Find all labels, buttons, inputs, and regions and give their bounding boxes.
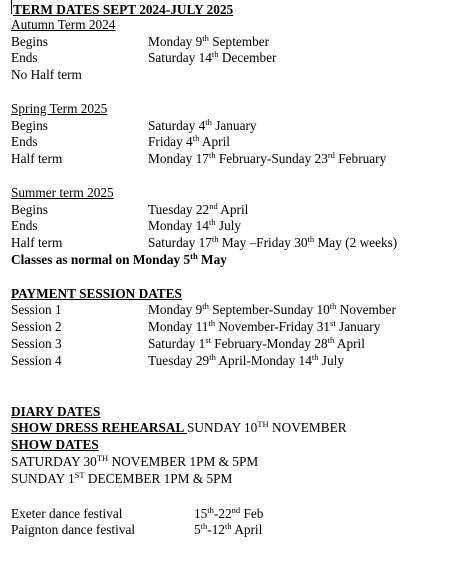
festival-dates: 5th-12th April <box>194 521 263 538</box>
autumn-heading-row <box>11 17 461 34</box>
session-dates: Monday 11th November-Friday 31st January <box>148 318 381 335</box>
spring-ends-row <box>11 134 461 151</box>
spring-ends-value: Friday 4th April <box>148 133 230 150</box>
session-dates: Tuesday 29th April-Monday 14th July <box>148 351 344 368</box>
spring-ends-label: Ends <box>11 134 38 150</box>
payment-session-heading: PAYMENT SESSION DATES <box>11 285 182 301</box>
show-date-saturday: SATURDAY 30TH NOVEMBER 1PM & 5PM <box>11 452 259 469</box>
summer-note-row <box>11 252 461 269</box>
summer-begins-value: Tuesday 22nd April <box>148 200 249 217</box>
page-title: TERM DATES SEPT 2024-JULY 2025 <box>13 2 234 17</box>
autumn-note-row <box>11 67 461 84</box>
summer-term-heading: Summer term 2025 <box>11 184 114 200</box>
session-dates: Saturday 1st February-Monday 28th April <box>148 334 365 351</box>
festival-row <box>11 506 461 523</box>
session-label: Session 1 <box>11 302 62 318</box>
session-label: Session 4 <box>11 352 62 368</box>
autumn-begins-row <box>11 34 461 51</box>
summer-begins-label: Begins <box>11 201 48 217</box>
summer-ends-row <box>11 218 461 235</box>
autumn-half-term-note: No Half term <box>11 67 82 83</box>
spring-half-term-value: Monday 17th February-Sunday 23rd February <box>148 150 387 167</box>
blank-line <box>11 84 461 101</box>
diary-dates-heading: DIARY DATES <box>11 403 101 419</box>
show-date-sunday: SUNDAY 1ST DECEMBER 1PM & 5PM <box>11 469 233 486</box>
summer-heading-row <box>11 185 461 202</box>
festival-row <box>11 522 461 539</box>
spring-begins-label: Begins <box>11 117 48 133</box>
session-label: Session 2 <box>11 319 62 335</box>
summer-begins-row <box>11 202 461 219</box>
festival-dates: 15th-22nd Feb <box>194 504 264 521</box>
summer-ends-label: Ends <box>11 218 38 234</box>
text-cursor <box>11 0 12 14</box>
session-dates: Monday 9th September-Sunday 10th November <box>148 301 396 318</box>
autumn-ends-row <box>11 50 461 67</box>
summer-ends-value: Monday 14th July <box>148 217 242 234</box>
festival-name: Paignton dance festival <box>11 522 136 538</box>
session-row <box>11 353 461 370</box>
summer-half-term-row <box>11 235 461 252</box>
dress-rehearsal-heading: SHOW DRESS REHEARSAL <box>11 420 187 436</box>
spring-begins-row <box>11 118 461 135</box>
diary-heading-row <box>11 404 461 421</box>
autumn-begins-value: Monday 9th September <box>148 32 270 49</box>
classes-as-normal-note: Classes as normal on Monday 5th May <box>11 250 227 267</box>
spring-half-term-label: Half term <box>11 151 63 167</box>
title-row <box>11 0 461 17</box>
blank-line <box>11 269 461 286</box>
payment-heading-row <box>11 286 461 303</box>
summer-half-term-label: Half term <box>11 235 63 251</box>
autumn-ends-label: Ends <box>11 50 38 66</box>
term-dates-document <box>11 0 461 539</box>
blank-line <box>11 488 461 506</box>
spring-half-term-row <box>11 151 461 168</box>
summer-half-term-value: Saturday 17th May –Friday 30th May (2 weeks) <box>148 234 398 251</box>
festival-name: Exeter dance festival <box>11 505 123 521</box>
blank-line <box>11 168 461 185</box>
spring-term-heading: Spring Term 2025 <box>11 100 108 116</box>
session-row <box>11 319 461 336</box>
rehearsal-row <box>11 420 461 437</box>
autumn-term-heading: Autumn Term 2024 <box>11 16 116 32</box>
show-heading-row <box>11 437 461 454</box>
show-date-row <box>11 454 461 471</box>
show-date-row <box>11 471 461 488</box>
dress-rehearsal-date: SUNDAY 10TH NOVEMBER <box>187 419 347 436</box>
session-row <box>11 302 461 319</box>
blank-line <box>11 370 461 404</box>
session-label: Session 3 <box>11 335 62 351</box>
spring-heading-row <box>11 101 461 118</box>
show-dates-heading: SHOW DATES <box>11 437 99 453</box>
spring-begins-value: Saturday 4th January <box>148 116 257 133</box>
autumn-begins-label: Begins <box>11 33 48 49</box>
session-row <box>11 336 461 353</box>
autumn-ends-value: Saturday 14th December <box>148 49 277 66</box>
